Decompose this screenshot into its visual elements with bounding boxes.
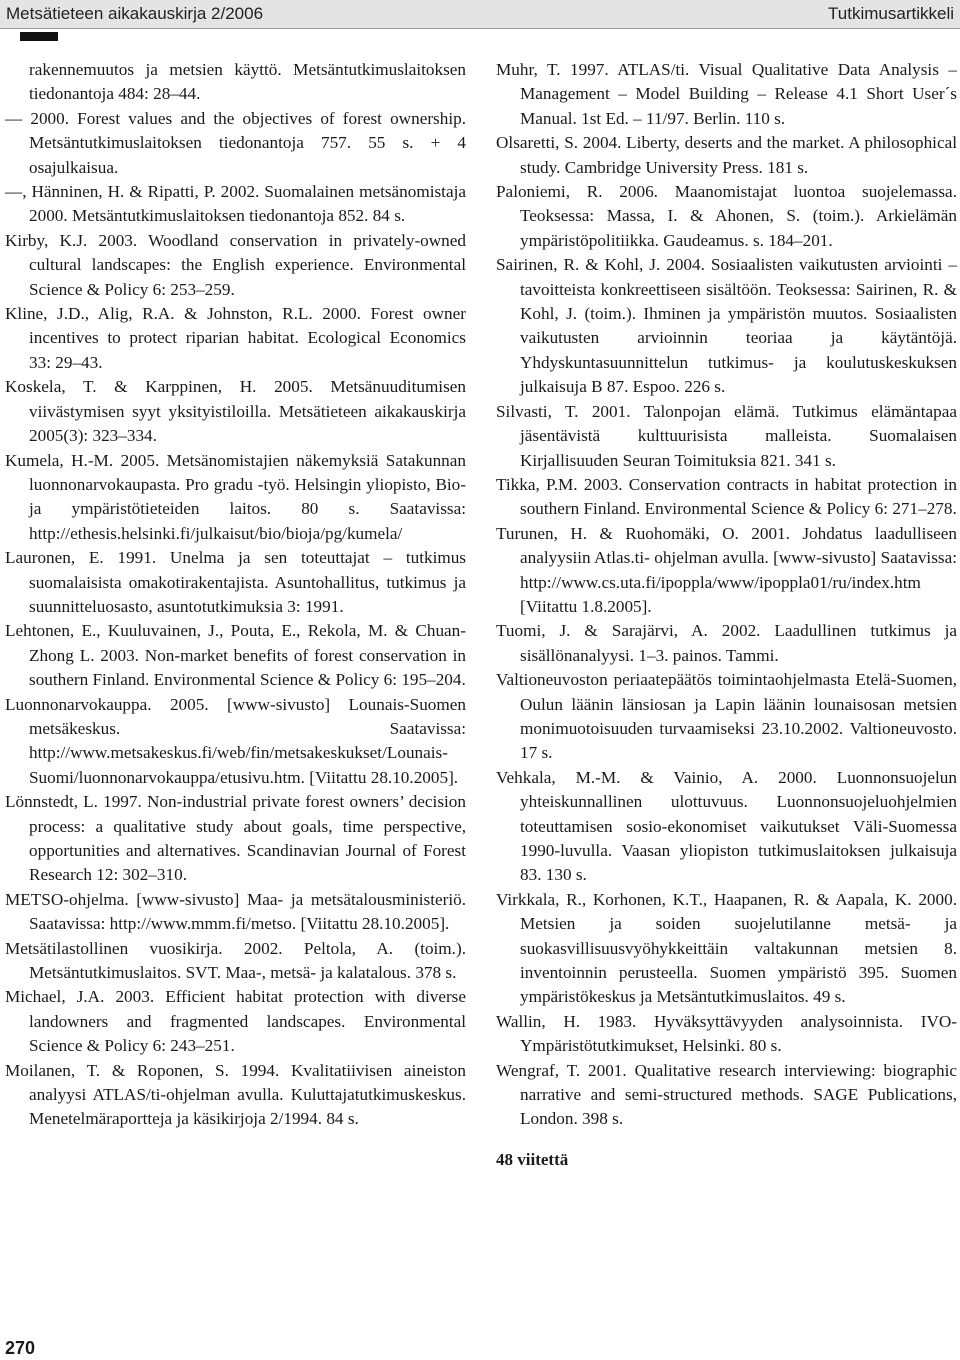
references-right-column [496, 58, 957, 1172]
reference-item: Tuomi, J. & Sarajärvi, A. 2002. Laadullinen tutkimus ja sisällönanalyysi. 1–3. painos. Tammi. [496, 621, 957, 665]
reference-item: Lönnstedt, L. 1997. Non-industrial private forest owners’ decision process: a qualitative study about goals, time perspective, opportunities and alternatives. Scandinavian Journal of Forest Research 12: 302–310. [5, 792, 466, 885]
reference-item: Koskela, T. & Karppinen, H. 2005. Metsänuuditumisen viivästymisen syyt yksityistiloilla. Metsätieteen aikakauskirja 2005(3): 323–334. [5, 377, 466, 446]
reference-item: Vehkala, M.-M. & Vainio, A. 2000. Luonnonsuojelun yhteiskunnallinen ulottuvuus. Luonnonsuojeluohjelmien toteuttamisen sosio-ekonomiset vaikutukset Väli-Suomessa 1990-luvulla. Vaasan yliopiston tutkimuslaitoksen julkaisuja 83. 130 s. [496, 767, 957, 885]
reference-item: Kumela, H.-M. 2005. Metsänomistajien näkemyksiä Satakunnan luonnonarvokaupasta. Pro gradu -työ. Helsingin yliopisto, Bio- ja ympäristötieteiden laitos. 80 s. Saatavissa: http://ethesis.helsinki.fi/julkaisut/bio/bioja/pg/kumela/ [5, 450, 466, 543]
reference-item: Virkkala, R., Korhonen, K.T., Haapanen, R. & Aapala, K. 2000. Metsien ja soiden suojelutilanne metsä- ja suokasvillisuusvyöhykkeittäin valtakunnan metsien 8. inventoinnin perusteella. Suomen ympäristö 395. Suomen ympäristökeskus ja Metsäntutkimuslaitos. 49 s. [496, 889, 957, 1007]
reference-item: Lehtonen, E., Kuuluvainen, J., Pouta, E., Rekola, M. & Chuan-Zhong L. 2003. Non-market benefits of forest conservation in southern Finland. Environmental Science & Policy 6: 195–204. [5, 621, 466, 690]
reference-item: METSO-ohjelma. [www-sivusto] Maa- ja metsätalousministeriö. Saatavissa: http://www.mmm.fi/metso. [Viitattu 28.10.2005]. [5, 889, 466, 934]
reference-item: Luonnonarvokauppa. 2005. [www-sivusto] Lounais-Suomen metsäkeskus. Saatavissa: http://www.metsakeskus.fi/web/fin/metsakeskukset/Lounais-Suomi/luonnonarvokauppa/etusivu.htm. [Viitattu 28.10.2005]. [5, 694, 466, 787]
reference-item: Lauronen, E. 1991. Unelma ja sen toteuttajat – tutkimus suomalaisista omakotirakentajista. Asuntohallitus, tutkimus ja suunnitteluosasto, asuntotutkimuksia 3: 1991. [5, 548, 466, 616]
reference-item: Muhr, T. 1997. ATLAS/ti. Visual Qualitative Data Analysis – Management – Model Building – Release 4.1 Short User´s Manual. 1st Ed. – 11/97. Berlin. 110 s. [496, 60, 957, 128]
reference-item: Olsaretti, S. 2004. Liberty, deserts and the market. A philosophical study. Cambridge University Press. 181 s. [496, 133, 957, 177]
reference-item: Sairinen, R. & Kohl, J. 2004. Sosiaalisten vaikutusten arviointi – tavoitteista konkreettiseen sisältöön. Teoksessa: Sairinen, R. & Kohl, J. (toim.). Ihminen ja ympäristön muutos. Sosiaalisten vaikutusten arvioinnin teoriaa ja käytäntöjä. Yhdyskuntasuunnittelun tutkimus- ja koulutuskeskuksen julkaisuja B 87. Espoo. 226 s. [496, 255, 957, 397]
section-label: Tutkimusartikkeli [828, 4, 954, 23]
page-number: 270 [5, 1338, 36, 1358]
reference-item: Valtioneuvoston periaatepäätös toimintaohjelmasta Etelä-Suomen, Oulun läänin länsiosan ja Lapin läänin lounaisosan metsien monimuotoisuuden turvaamiseksi 23.10.2002. Valtioneuvosto. 17 s. [496, 670, 957, 763]
reference-item: Paloniemi, R. 2006. Maanomistajat luontoa suojelemassa. Teoksessa: Massa, I. & Ahonen, S. (toim.). Arkielämän ympäristöpolitiikka. Gaudeamus. s. 184–201. [496, 182, 957, 250]
reference-item: Moilanen, T. & Roponen, S. 1994. Kvalitatiivisen aineiston analyysi ATLAS/ti-ohjelman avulla. Kuluttajatutkimuskeskus. Menetelmäraportteja ja käsikirjoja 2/1994. 84 s. [5, 1060, 466, 1129]
reference-item: Tikka, P.M. 2003. Conservation contracts in habitat protection in southern Finland. Environmental Science & Policy 6: 271–278. [496, 474, 957, 519]
reference-item: Kirby, K.J. 2003. Woodland conservation in privately-owned cultural landscapes: the English experience. Environmental Science & Policy 6: 253–259. [5, 230, 466, 299]
journal-title: Metsätieteen aikakauskirja 2/2006 [6, 4, 264, 23]
reference-item: Wengraf, T. 2001. Qualitative research interviewing: biographic narrative and semi-structured methods. SAGE Publications, London. 398 s. [496, 1060, 957, 1129]
reference-item: Silvasti, T. 2001. Talonpojan elämä. Tutkimus elämäntapaa jäsentävistä kulttuurisista malleista. Suomalaisen Kirjallisuuden Seuran Toimituksia 821. 341 s. [496, 401, 957, 470]
reference-item: Turunen, H. & Ruohomäki, O. 2001. Johdatus laadulliseen analyysiin Atlas.ti- ohjelman avulla. [www-sivusto] Saatavissa: http://www.cs.uta.fi/ipoppla/www/ipoppla01/ru/index.htm [Viitattu 1.8.2005]. [496, 523, 957, 616]
reference-item: — 2000. Forest values and the objectives of forest ownership. Metsäntutkimuslaitoksen tiedonantoja 757. 55 s. + 4 osajulkaisua. [5, 108, 466, 177]
reference-item: rakennemuutos ja metsien käyttö. Metsäntutkimuslaitoksen tiedonantoja 484: 28–44. [29, 60, 466, 104]
reference-item: Kline, J.D., Alig, R.A. & Johnston, R.L. 2000. Forest owner incentives to protect riparian habitat. Ecological Economics 33: 29–43. [5, 304, 466, 372]
reference-item: —, Hänninen, H. & Ripatti, P. 2002. Suomalainen metsänomistaja 2000. Metsäntutkimuslaitoksen tiedonantoja 852. 84 s. [5, 182, 466, 226]
running-header [0, 0, 960, 29]
reference-item: Wallin, H. 1983. Hyväksyttävyyden analysoinnista. IVO-Ympäristötutkimukset, Helsinki. 80 s. [496, 1011, 957, 1056]
header-decoration-bar [20, 32, 58, 41]
references-left-column [5, 58, 466, 1132]
reference-item: Metsätilastollinen vuosikirja. 2002. Peltola, A. (toim.). Metsäntutkimuslaitos. SVT. Maa-, metsä- ja kalatalous. 378 s. [5, 938, 466, 983]
reference-count: 48 viitettä [496, 1149, 569, 1169]
reference-item: Michael, J.A. 2003. Efficient habitat protection with diverse landowners and fragmented landscapes. Environmental Science & Policy 6: 243–251. [5, 987, 466, 1056]
